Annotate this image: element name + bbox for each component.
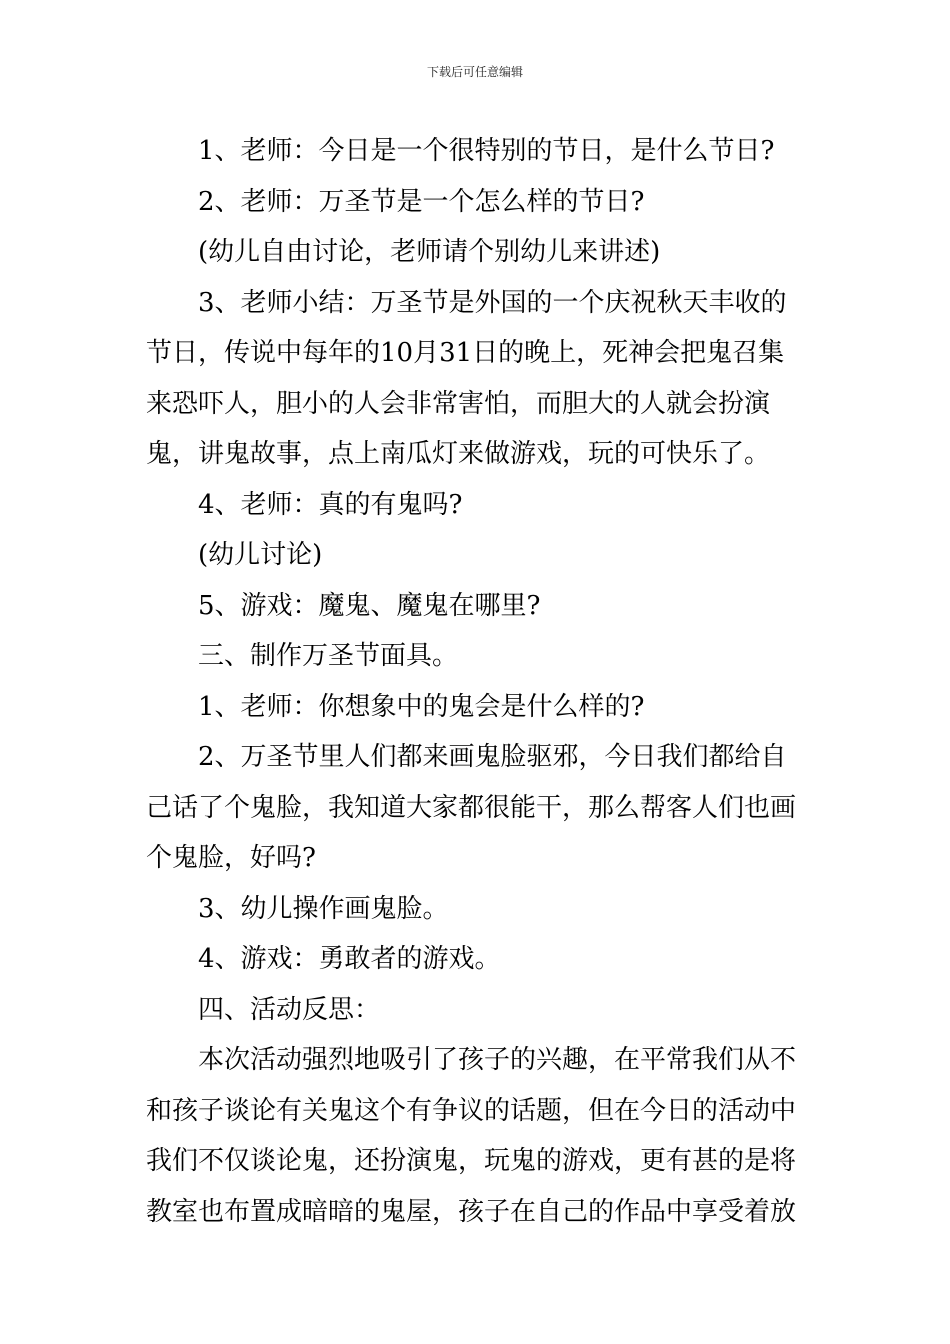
paragraph-10: 2、万圣节里人们都来画鬼脸驱邪，今日我们都给自己话了个鬼脸，我知道大家都很能干，那么帮客人们也画个鬼脸，好吗? [146,742,797,873]
document-body [146,126,810,1237]
paragraph-3: (幼儿自由讨论，老师请个别幼儿来讲述) [198,237,661,267]
paragraph-14: 本次活动强烈地吸引了孩子的兴趣，在平常我们从不和孩子谈论有关鬼这个有争议的话题，但在今日的活动中我们不仅谈论鬼，还扮演鬼，玩鬼的游戏，更有甚的是将教室也布置成暗暗的鬼屋，孩子在自己的作品中享受着放 [146,1045,797,1227]
paragraph-2: 2、老师：万圣节是一个怎么样的节日? [198,186,645,217]
paragraph-7: 5、游戏：魔鬼、魔鬼在哪里? [198,590,541,621]
paragraph-6: (幼儿讨论) [198,540,323,570]
paragraph-9: 1、老师：你想象中的鬼会是什么样的? [198,691,645,722]
section-heading-4: 四、活动反思： [198,994,381,1025]
section-heading-3: 三、制作万圣节面具。 [198,641,459,671]
page-header: 下载后可任意编辑 [426,65,523,79]
paragraph-12: 4、游戏：勇敢者的游戏。 [198,944,501,974]
paragraph-1: 1、老师：今日是一个很特别的节日，是什么节日? [198,136,775,166]
paragraph-4: 3、老师小结：万圣节是外国的一个庆祝秋天丰收的节日，传说中每年的10月31日的晚上，死神会把鬼召集来恐吓人，胆小的人会非常害怕，而胆大的人就会扮演鬼，讲鬼故事，点上南瓜灯来做游戏，玩的可快乐了。 [146,287,787,469]
paragraph-11: 3、幼儿操作画鬼脸。 [198,893,449,924]
paragraph-5: 4、老师：真的有鬼吗? [198,489,463,520]
